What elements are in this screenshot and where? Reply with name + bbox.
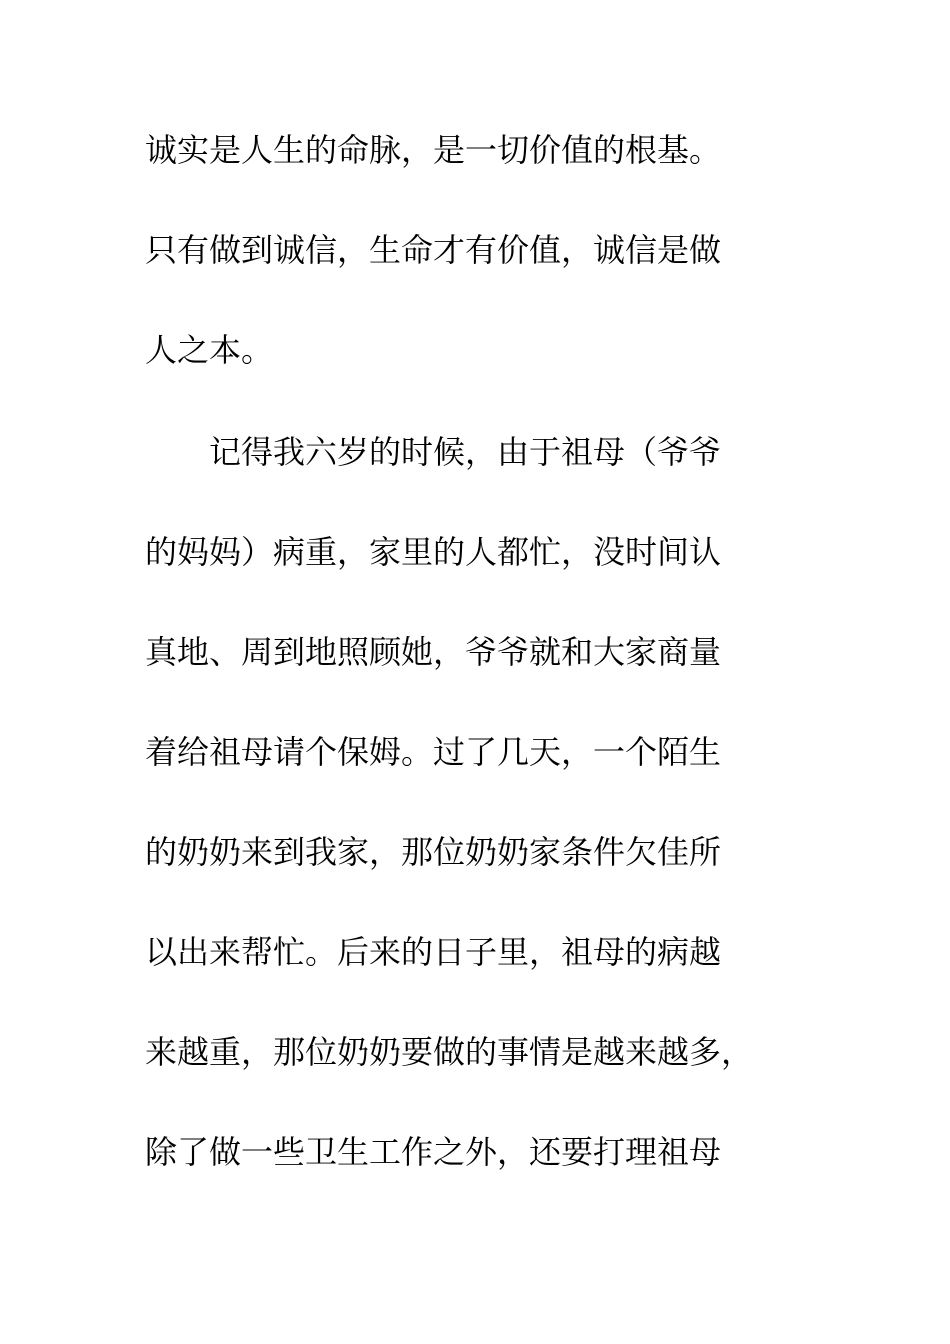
- text-line-3: 人之本。: [145, 331, 274, 369]
- text-line-10: 来越重，那位奶奶要做的事情是越来越多，: [145, 1033, 754, 1071]
- text-line-2: 只有做到诚信，生命才有价值，诚信是做: [145, 231, 722, 269]
- text-line-8: 的奶奶来到我家，那位奶奶家条件欠佳所: [145, 833, 722, 871]
- text-line-1: 诚实是人生的命脉，是一切价值的根基。: [145, 131, 722, 169]
- text-line-5: 的妈妈）病重，家里的人都忙，没时间认: [145, 533, 722, 571]
- text-line-7: 着给祖母请个保姆。过了几天，一个陌生: [145, 733, 722, 771]
- text-line-6: 真地、周到地照顾她，爷爷就和大家商量: [145, 633, 722, 671]
- text-line-11: 除了做一些卫生工作之外，还要打理祖母: [145, 1133, 722, 1171]
- text-line-4: 记得我六岁的时候，由于祖母（爷爷: [145, 433, 722, 471]
- text-line-9: 以出来帮忙。后来的日子里，祖母的病越: [145, 933, 722, 971]
